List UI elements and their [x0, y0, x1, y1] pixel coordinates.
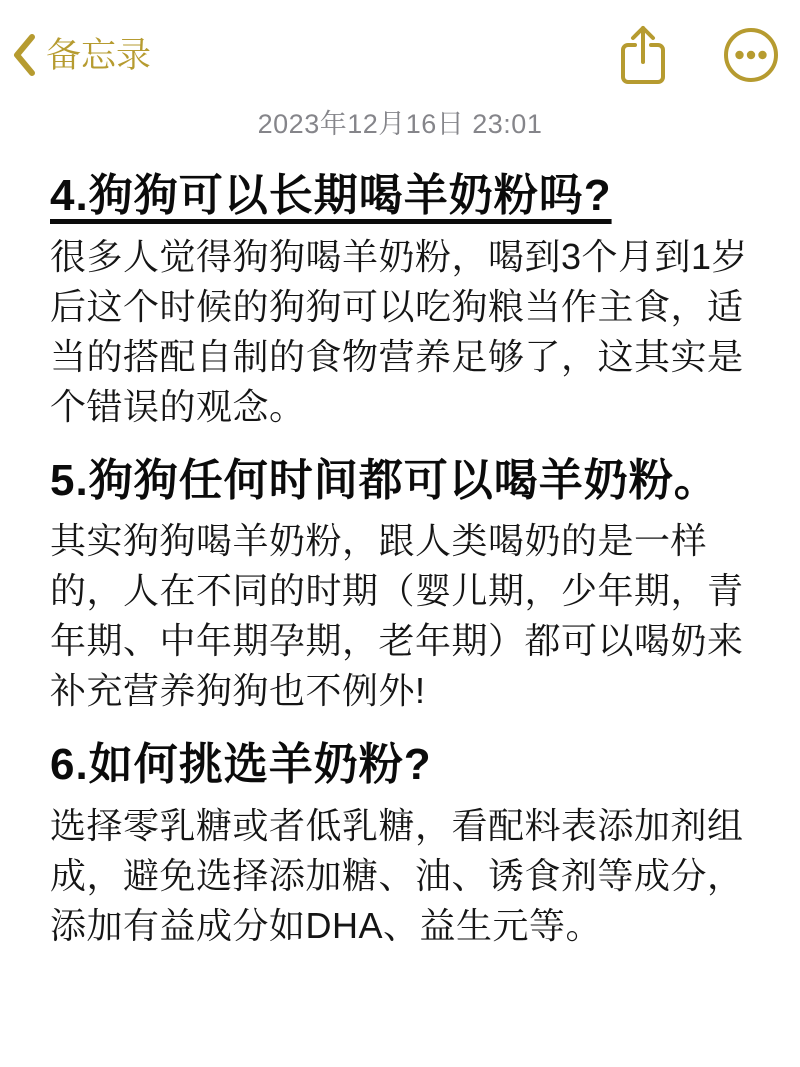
- section-paragraph-4: 很多人觉得狗狗喝羊奶粉，喝到3个月到1岁后这个时候的狗狗可以吃狗粮当作主食，适当的搭配自制的食物营养足够了，这其实是个错误的观念。: [50, 235, 749, 427]
- nav-bar: [0, 0, 800, 86]
- ellipsis-circle-icon: [722, 26, 780, 84]
- note-date: 2023年12月16日 23:01: [257, 109, 543, 139]
- nav-actions: [616, 24, 780, 86]
- section-heading-6: 6.如何挑选羊奶粉?: [50, 740, 432, 790]
- note-content[interactable]: [0, 141, 800, 951]
- section-heading-5: 5.狗狗任何时间都可以喝羊奶粉。: [50, 455, 719, 505]
- back-button-label: 备忘录: [46, 35, 152, 75]
- section-heading-4: 4.狗狗可以长期喝羊奶粉吗?: [50, 171, 612, 220]
- section-paragraph-6: 选择零乳糖或者低乳糖，看配料表添加剂组成，避免选择添加糖、油、诱食剂等成分，添加有益成分如DHA、益生元等。: [50, 804, 744, 946]
- share-button[interactable]: [616, 24, 670, 86]
- back-button[interactable]: [12, 33, 151, 77]
- chevron-left-icon: [12, 33, 36, 77]
- more-options-button[interactable]: [722, 26, 780, 84]
- share-icon: [616, 24, 670, 86]
- section-paragraph-5: 其实狗狗喝羊奶粉，跟人类喝奶的是一样的，人在不同的时期（婴儿期，少年期，青年期、中年期孕期，老年期）都可以喝奶来补充营养狗狗也不例外!: [50, 520, 744, 712]
